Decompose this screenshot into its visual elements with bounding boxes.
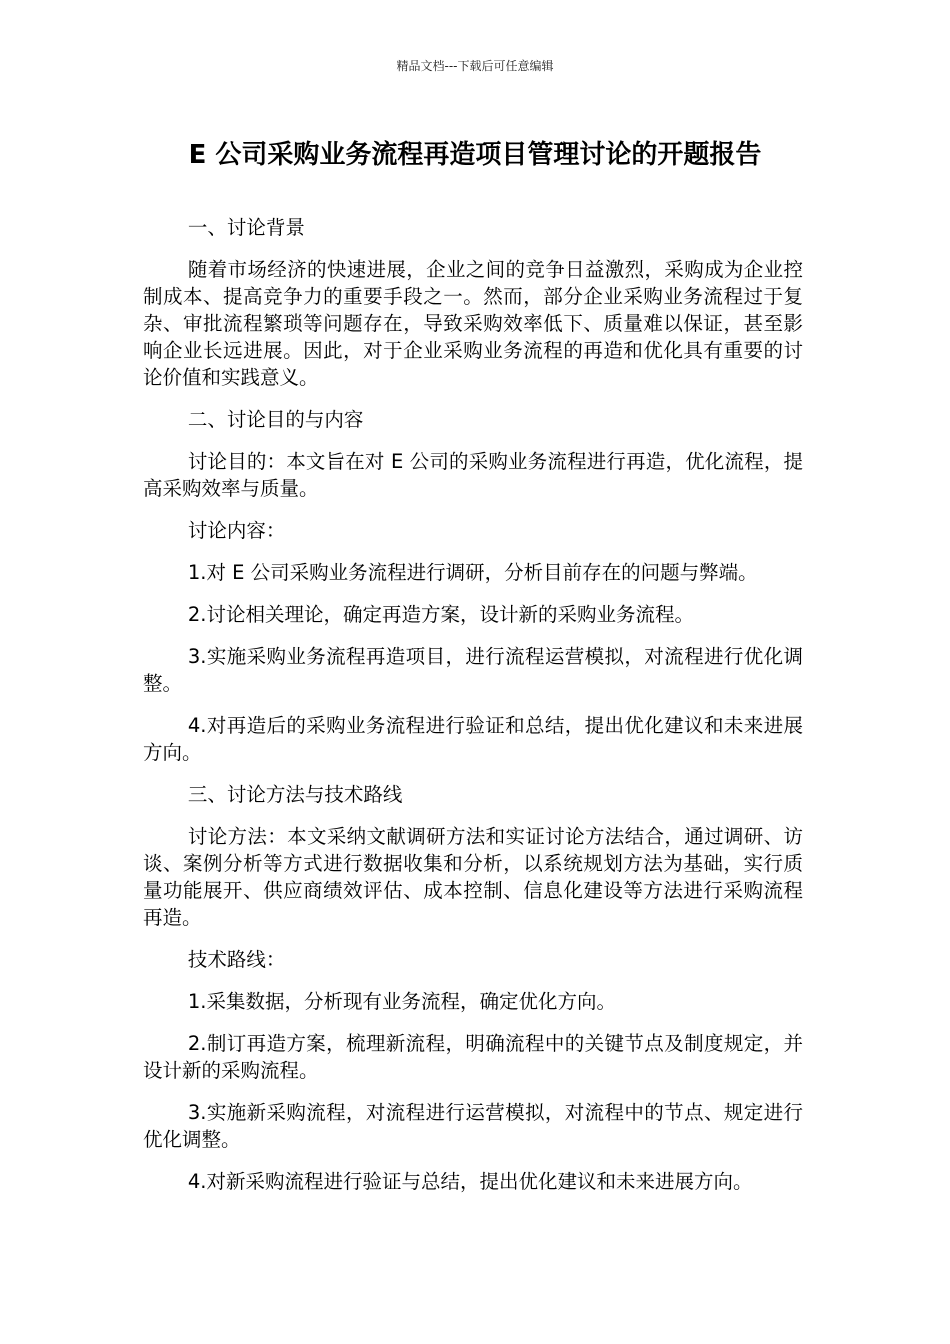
list-item-route-1: 1.采集数据，分析现有业务流程，确定优化方向。 — [187, 990, 616, 1013]
document-title: E 公司采购业务流程再造项目管理讨论的开题报告 — [188, 140, 762, 170]
paragraph-route-label: 技术路线： — [187, 948, 286, 971]
list-item-route-3: 3.实施新采购流程，对流程进行运营模拟，对流程中的节点、规定进行优化调整。 — [143, 1101, 803, 1151]
list-item-content-1: 1.对 E 公司采购业务流程进行调研，分析目前存在的问题与弊端。 — [187, 561, 758, 584]
paragraph-purpose: 讨论目的：本文旨在对 E 公司的采购业务流程进行再造，优化流程，提高采购效率与质量。 — [143, 450, 803, 500]
document-body — [143, 214, 803, 1210]
header-note: 精品文档---下载后可任意编辑 — [396, 59, 554, 73]
section-heading-purpose: 二、讨论目的与内容 — [187, 408, 364, 431]
list-item-content-2: 2.讨论相关理论，确定再造方案，设计新的采购业务流程。 — [187, 603, 694, 626]
list-item-route-4: 4.对新采购流程进行验证与总结，提出优化建议和未来进展方向。 — [187, 1170, 753, 1193]
list-item-route-2: 2.制订再造方案，梳理新流程，明确流程中的关键节点及制度规定，并设计新的采购流程。 — [143, 1032, 803, 1082]
list-item-content-3: 3.实施采购业务流程再造项目，进行流程运营模拟，对流程进行优化调整。 — [143, 645, 803, 695]
list-item-content-4: 4.对再造后的采购业务流程进行验证和总结，提出优化建议和未来进展方向。 — [143, 714, 803, 764]
paragraph-background: 随着市场经济的快速进展，企业之间的竞争日益激烈，采购成为企业控制成本、提高竞争力的重要手段之一。然而，部分企业采购业务流程过于复杂、审批流程繁琐等问题存在，导致采购效率低下、质量难以保证，甚至影响企业长远进展。因此，对于企业采购业务流程的再造和优化具有重要的讨论价值和实践意义。 — [143, 258, 803, 389]
section-heading-background: 一、讨论背景 — [187, 216, 305, 239]
section-heading-methods: 三、讨论方法与技术路线 — [187, 783, 403, 806]
paragraph-methods: 讨论方法：本文采纳文献调研方法和实证讨论方法结合，通过调研、访谈、案例分析等方式进行数据收集和分析，以系统规划方法为基础，实行质量功能展开、供应商绩效评估、成本控制、信息化建设等方法进行采购流程再造。 — [143, 825, 803, 929]
paragraph-content-label: 讨论内容： — [187, 519, 286, 542]
